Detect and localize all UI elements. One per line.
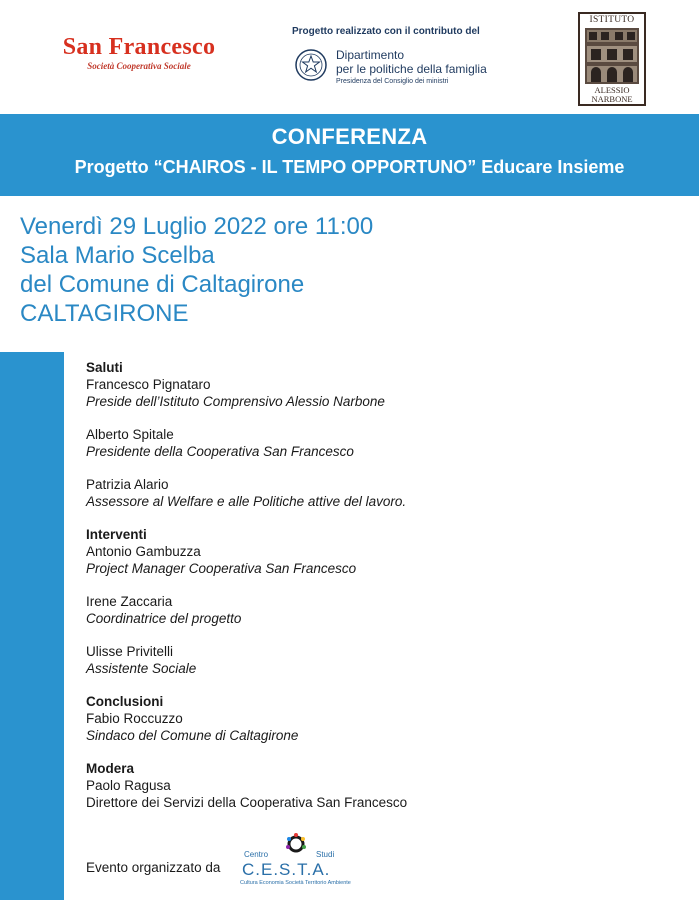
- san-francesco-subtitle: Società Cooperativa Sociale: [87, 61, 191, 71]
- cesta-ring-icon: [284, 832, 308, 856]
- section-heading-saluti: Saluti: [86, 360, 123, 375]
- organized-by-label: Evento organizzato da: [86, 860, 221, 875]
- speaker-role: Assistente Sociale: [86, 661, 197, 676]
- side-accent-strip: [0, 352, 64, 900]
- cesta-centro: Centro: [244, 850, 269, 859]
- dipartimento-logo: [292, 26, 522, 85]
- istituto-top: ISTITUTO: [589, 15, 635, 25]
- project-subtitle: Progetto “CHAIROS - IL TEMPO OPPORTUNO” Educare Insieme: [74, 157, 625, 177]
- speaker-role: Assessore al Welfare e alle Politiche attive del lavoro.: [86, 494, 407, 509]
- san-francesco-name: San Francesco: [62, 34, 216, 60]
- event-venue-detail: del Comune di Caltagirone: [20, 271, 305, 298]
- speaker-name: Irene Zaccaria: [86, 594, 173, 609]
- speaker-role: Project Manager Cooperativa San Francesco: [86, 561, 357, 576]
- building-icon: [585, 28, 639, 84]
- istituto-logo: [578, 12, 646, 106]
- speaker-name: Antonio Gambuzza: [86, 544, 201, 559]
- event-info: [20, 212, 373, 328]
- programme: [86, 359, 686, 811]
- speaker-name: Alberto Spitale: [86, 427, 174, 442]
- section-heading-modera: Modera: [86, 761, 135, 776]
- san-francesco-logo: [44, 34, 234, 71]
- event-venue: Sala Mario Scelba: [20, 242, 215, 269]
- speaker-name: Paolo Ragusa: [86, 778, 171, 793]
- speaker-role: Sindaco del Comune di Caltagirone: [86, 728, 299, 743]
- dipartimento-line2: per le politiche della famiglia: [336, 62, 487, 76]
- republic-emblem-icon: [294, 48, 328, 82]
- cesta-tagline: Cultura Economia Società Territorio Ambiente: [240, 880, 351, 886]
- event-date: Venerdì 29 Luglio 2022 ore 11:00: [20, 213, 374, 240]
- speaker-role: Direttore dei Servizi della Cooperativa San Francesco: [86, 795, 408, 810]
- speaker-role: Preside dell’Istituto Comprensivo Alessio Narbone: [86, 394, 385, 409]
- speaker-name: Francesco Pignataro: [86, 377, 211, 392]
- event-city: CALTAGIRONE: [20, 300, 189, 327]
- speaker-name: Fabio Roccuzzo: [86, 711, 183, 726]
- conference-title: CONFERENZA: [271, 124, 428, 149]
- dipartimento-line3: Presidenza del Consiglio dei ministri: [336, 78, 449, 85]
- istituto-bottom1: ALESSIO: [594, 85, 630, 95]
- cesta-name: C.E.S.T.A.: [242, 860, 331, 879]
- contribution-note: Progetto realizzato con il contributo del: [292, 26, 480, 37]
- speaker-role: Presidente della Cooperativa San Francesco: [86, 444, 354, 459]
- speaker-name: Patrizia Alario: [86, 477, 169, 492]
- cesta-logo: [234, 832, 354, 890]
- dipartimento-line1: Dipartimento: [336, 48, 405, 62]
- speaker-role: Coordinatrice del progetto: [86, 611, 242, 626]
- title-banner: [0, 114, 699, 196]
- cesta-studi: Studi: [316, 850, 335, 859]
- speaker-name: Ulisse Privitelli: [86, 644, 174, 659]
- section-heading-conclusioni: Conclusioni: [86, 694, 164, 709]
- section-heading-interventi: Interventi: [86, 527, 147, 542]
- istituto-bottom2: NARBONE: [591, 94, 633, 104]
